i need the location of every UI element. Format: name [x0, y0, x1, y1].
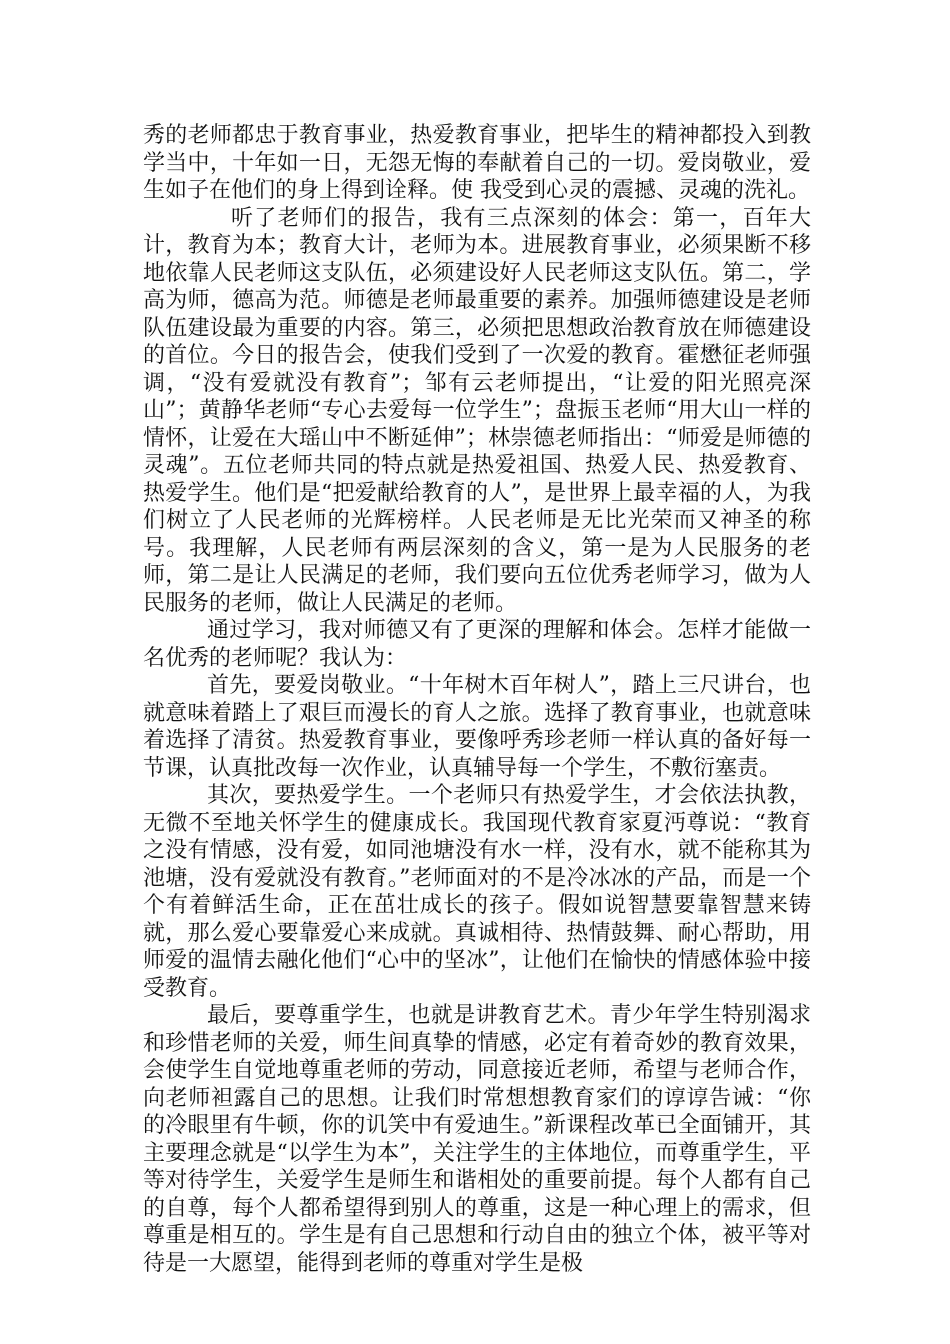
- paragraph-3: 通过学习，我对师德又有了更深的理解和体会。怎样才能做一名优秀的老师呢？我认为：: [143, 618, 811, 671]
- paragraph-4: 首先，要爱岗敬业。“十年树木百年树人”，踏上三尺讲台，也就意味着踏上了艰巨而漫长的育人之旅。选择了教育事业，也就意味着选择了清贫。热爱教育事业，要像呼秀珍老师一样认真的备好每一节课，认真批改每一次作业，认真辅导每一个学生，不敷衍塞责。: [143, 673, 811, 781]
- paragraph-1: 秀的老师都忠于教育事业，热爱教育事业，把毕生的精神都投入到教学当中，十年如一日，无怨无悔的奉献着自己的一切。爱岗敬业，爱生如子在他们的身上得到诠释。使 我受到心灵的震撼、灵魂的洗礼。: [143, 123, 811, 203]
- paragraph-6: 最后，要尊重学生，也就是讲教育艺术。青少年学生特别渴求和珍惜老师的关爱，师生间真挚的情感，必定有着奇妙的教育效果，会使学生自觉地尊重老师的劳动，同意接近老师，希望与老师合作， 向老师袒露自己的思想。让我们时常想想教育家们的谆谆告诫：“你的冷眼里有牛顿，你的讥笑中有爱迪生。”新课程改革已全面铺开，其主要理念就是“以学生为本”，关注学生的主体地位，而尊重学生，平等对待学生，关爱学生是师生和谐相处的重要前提。每个人都有自己的自尊，每个人都希望得到别人的尊重，这是一种心理上的需求，但尊重是相互的。学生是有自己思想和行动自由的独立个体，被平等对待是一大愿望，能得到老师的尊重对学生是极: [143, 1003, 811, 1276]
- paragraph-5: 其次，要热爱学生。一个老师只有热爱学生，才会依法执教，无微不至地关怀学生的健康成长。我国现代教育家夏沔尊说：“教育之没有情感，没有爱，如同池塘没有水一样，没有水，就不能称其为池塘，没有爱就没有教育。”老师面对的不是冷冰冰的产品，而是一个个有着鲜活生命，正在茁壮成长的孩子。假如说智慧要靠智慧来铸就，那么爱心要靠爱心来成就。真诚相待、热情鼓舞、耐心帮助，用师爱的温情去融化他们“心中的坚冰”，让他们在愉快的情感体验中接受教育。: [143, 783, 811, 1001]
- document-body: [143, 122, 811, 1277]
- paragraph-2: 听了老师们的报告，我有三点深刻的体会：第一，百年大计，教育为本；教育大计，老师为本。进展教育事业，必须果断不移地依靠人民老师这支队伍，必须建设好人民老师这支队伍。第二，学高为师，德高为范。师德是老师最重要的素养。加强师德建设是老师队伍建设最为重要的内容。第三，必须把思想政治教育放在师德建设的首位。今日的报告会，使我们受到了一次爱的教育。霍懋征老师强调，“没有爱就没有教育”；邹有云老师提出，“让爱的阳光照亮深山”；黄静华老师“专心去爱每一位学生”；盘振玉老师“用大山一样的情怀，让爱在大瑶山中不断延伸”；林崇德老师指出：“师爱是师德的灵魂”。五位老师共同的特点就是热爱祖国、热爱人民、热爱教育、热爱学生。他们是“把爱献给教育的人”，是世界上最幸福的人，为我们树立了人民老师的光辉榜样。人民老师是无比光荣而又神圣的称号。我理解，人民老师有两层深刻的含义，第一是为人民服务的老师，第二是让人民满足的老师，我们要向五位优秀老师学习，做为人民服务的老师，做让人民满足的老师。: [143, 205, 811, 616]
